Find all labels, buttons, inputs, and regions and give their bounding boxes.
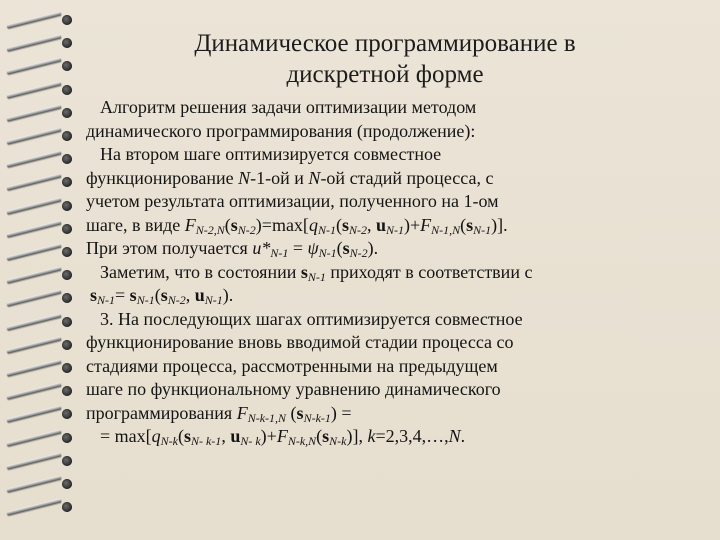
binding-ring <box>6 290 76 306</box>
binding-ring <box>6 453 76 469</box>
paragraph-recurrence <box>86 425 686 449</box>
binding-ring <box>6 58 76 74</box>
text-line: функционирование N-1-ой и N-ой стадий процесса, с <box>86 167 494 188</box>
paragraph-step-3 <box>86 308 686 426</box>
text-line: шаге по функциональному уравнению динамического <box>86 379 501 399</box>
text-line: Заметим, что в состоянии $s_{N-1}$ приходят в соответствии с <box>100 261 533 284</box>
text-line: стадиями процесса, рассмотренными на предыдущем <box>86 355 498 376</box>
binding-ring <box>6 128 76 144</box>
binding-ring <box>6 337 76 353</box>
text-line: На втором шаге оптимизируется совместное <box>100 144 442 164</box>
spiral-binding <box>0 0 80 540</box>
text-line: динамического программирования (продолжение): <box>86 120 476 141</box>
binding-ring <box>6 406 76 422</box>
binding-ring <box>6 383 76 399</box>
binding-ring <box>6 499 76 515</box>
binding-ring <box>6 267 76 283</box>
paragraph-intro <box>86 96 686 143</box>
binding-ring <box>6 244 76 260</box>
binding-ring <box>6 82 76 98</box>
formula-line: При этом получается $u*_{N-1} = \psi_{N-1}(s_{N-2})$. <box>86 238 379 260</box>
slide-title <box>90 28 680 90</box>
text-line: учетом результата оптимизации, полученного на 1-ом <box>86 191 499 211</box>
formula-line: $s_{N-1}= s_{N-1}(s_{N-2}$, $u_{N-1}$). <box>90 285 234 307</box>
binding-ring <box>6 105 76 121</box>
title-line-1: Динамическое программирование в <box>194 30 576 57</box>
binding-ring <box>6 314 76 330</box>
paragraph-note <box>86 261 686 308</box>
binding-ring <box>6 430 76 446</box>
formula-line: = $\max[q_{N-k}(s_{N- k-1}$, $u_{N- k})+F_{N-k,N}(s_{N-k})$], k=2,3,4,…,N. <box>100 426 466 448</box>
text-line: 3. На последующих шагах оптимизируется совместное <box>100 308 523 329</box>
binding-ring <box>6 35 76 51</box>
binding-ring <box>6 12 76 28</box>
formula-line: программирования $F_{N-k-1,N}$ $(s_{N-k-1})$ = <box>86 402 352 425</box>
binding-ring <box>6 198 76 214</box>
title-line-2: дискретной форме <box>286 61 484 88</box>
paragraph-step-2 <box>86 143 686 261</box>
text-line: Алгоритм решения задачи оптимизации методом <box>100 97 477 117</box>
binding-ring <box>6 221 76 237</box>
text-line: функционирование вновь вводимой стадии процесса со <box>86 332 514 352</box>
binding-ring <box>6 476 76 492</box>
binding-ring <box>6 174 76 190</box>
slide-body <box>86 96 686 449</box>
formula-line: шаге, в виде $F_{N-2,N}(s_{N-2})=\max[q_{N-1}(s_{N-2}$, $u_{N-1})+F_{N-1,N}(s_{N-1})$]. <box>86 214 508 237</box>
binding-ring <box>6 360 76 376</box>
binding-ring <box>6 151 76 167</box>
